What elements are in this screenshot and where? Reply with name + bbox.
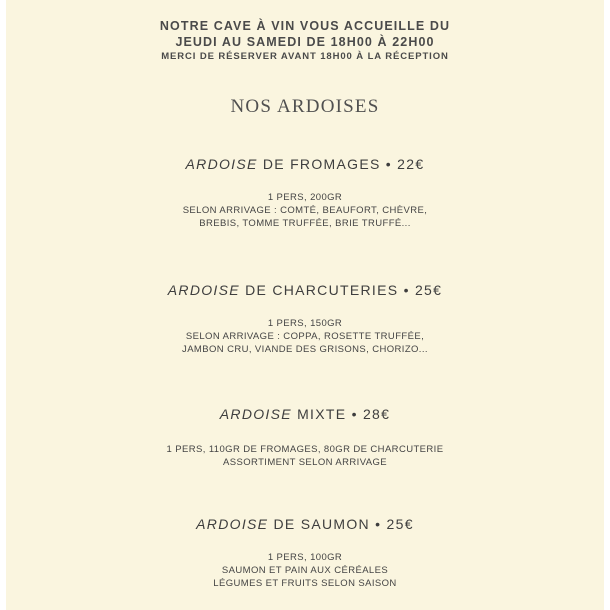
detail-line: SELON ARRIVAGE : COMTÉ, BEAUFORT, CHÈVRE, <box>182 205 428 216</box>
menu-page <box>6 0 604 610</box>
detail-line: SELON ARRIVAGE : COPPA, ROSETTE TRUFFÉE, <box>185 331 425 342</box>
menu-item-details <box>6 551 604 590</box>
menu-item-heading-rest: DE FROMAGES • 22€ <box>257 156 425 172</box>
menu-item-heading-em: ARDOISE <box>196 516 269 532</box>
menu-item-heading-em: ARDOISE <box>167 282 240 298</box>
menu-item-details <box>6 317 604 356</box>
detail-line: 1 PERS, 200GR <box>267 192 343 203</box>
notice-line-2: JEUDI AU SAMEDI DE 18H00 À 22H00 <box>175 35 435 49</box>
menu-item-heading <box>6 515 604 533</box>
menu-item-heading <box>6 405 604 423</box>
menu-item-saumon <box>6 515 604 590</box>
menu-item-heading-em: ARDOISE <box>185 156 258 172</box>
opening-hours-notice <box>6 18 604 64</box>
menu-item-heading-rest: DE CHARCUTERIES • 25€ <box>239 282 443 298</box>
menu-item-charcuteries <box>6 281 604 356</box>
menu-item-mixte <box>6 405 604 469</box>
detail-line: 1 PERS, 100GR <box>267 552 343 563</box>
menu-item-heading-rest: DE SAUMON • 25€ <box>268 516 414 532</box>
detail-line: 1 PERS, 110GR DE FROMAGES, 80GR DE CHARCUTERIE <box>166 444 444 455</box>
reservation-note: MERCI DE RÉSERVER AVANT 18H00 À LA RÉCEPTION <box>161 51 449 62</box>
detail-line: ASSORTIMENT SELON ARRIVAGE <box>222 457 388 468</box>
detail-line: BREBIS, TOMME TRUFFÉE, BRIE TRUFFÉ... <box>199 218 411 229</box>
menu-item-details <box>6 443 604 469</box>
menu-item-details <box>6 191 604 230</box>
notice-line-1: NOTRE CAVE À VIN VOUS ACCUEILLE DU <box>159 19 451 33</box>
menu-item-heading-em: ARDOISE <box>219 406 292 422</box>
menu-item-heading <box>6 155 604 173</box>
detail-line: LÉGUMES ET FRUITS SELON SAISON <box>213 578 397 589</box>
page-title: NOS ARDOISES <box>230 96 380 117</box>
detail-line: 1 PERS, 150GR <box>267 318 343 329</box>
menu-item-heading <box>6 281 604 299</box>
detail-line: SAUMON ET PAIN AUX CÉRÉALES <box>221 565 389 576</box>
menu-item-heading-rest: MIXTE • 28€ <box>291 406 391 422</box>
menu-item-fromages <box>6 155 604 230</box>
detail-line: JAMBON CRU, VIANDE DES GRISONS, CHORIZO... <box>182 344 428 355</box>
